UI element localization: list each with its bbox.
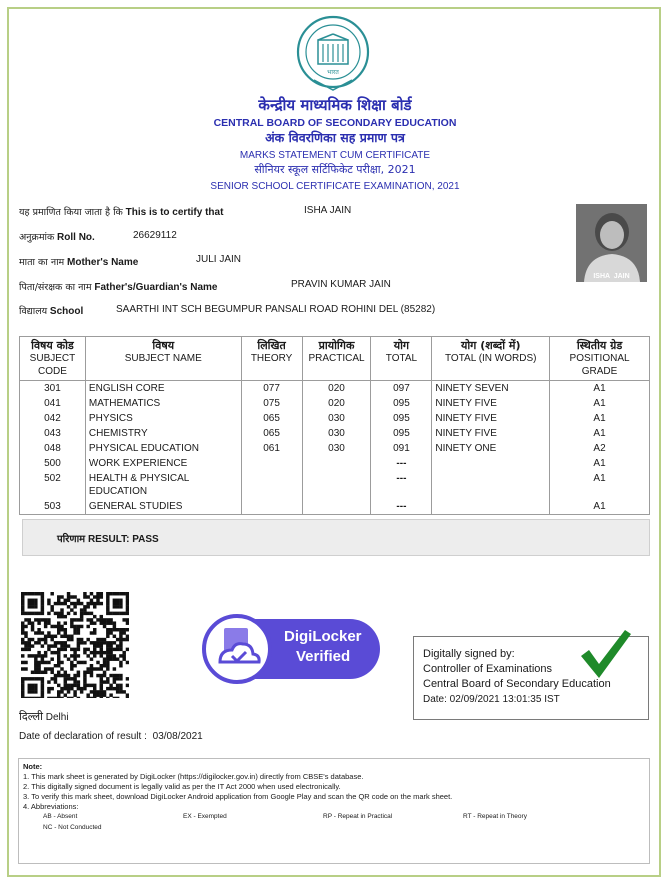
certify-label-hindi: यह प्रमाणित किया जाता है कि [19, 207, 123, 218]
cell-total: 097 [371, 381, 432, 397]
result-label-hindi: परिणाम [57, 534, 86, 545]
cell-code: 502 [20, 471, 86, 499]
cell-words: NINETY FIVE [432, 396, 550, 411]
cell-total: 095 [371, 411, 432, 426]
signature-line1: Digitally signed by: [423, 648, 515, 660]
table-row [20, 441, 650, 456]
declaration-line [19, 731, 203, 742]
student-name: ISHA JAIN [304, 205, 352, 216]
cell-theory [241, 499, 302, 515]
marks-table [19, 336, 650, 515]
cbse-seal-icon [294, 14, 372, 94]
cell-subject: GENERAL STUDIES [85, 499, 241, 515]
exam-title-hindi: सीनियर स्कूल सर्टिफिकेट परीक्षा, 2021 [254, 163, 416, 176]
cell-total: --- [371, 499, 432, 515]
cell-code: 042 [20, 411, 86, 426]
cell-theory: 061 [241, 441, 302, 456]
certify-label [19, 205, 223, 218]
col-header-grade: स्थितीय ग्रेड POSITIONAL GRADE [550, 337, 650, 381]
cell-grade: A1 [550, 499, 650, 515]
digilocker-line1: DigiLocker [284, 628, 362, 645]
place-line [19, 709, 69, 724]
board-name-hindi: केन्द्रीय माध्यमिक शिक्षा बोर्ड [258, 96, 412, 114]
cell-words: NINETY ONE [432, 441, 550, 456]
cell-words: NINETY FIVE [432, 426, 550, 441]
father-name: PRAVIN KUMAR JAIN [291, 279, 391, 290]
cell-practical [302, 499, 371, 515]
abbr-exempted: EX - Exempted [183, 813, 227, 820]
cell-practical: 030 [302, 441, 371, 456]
table-row [20, 381, 650, 397]
cell-grade: A1 [550, 396, 650, 411]
mother-label-english: Mother's Name [67, 257, 139, 268]
col-header-total: योग TOTAL [371, 337, 432, 381]
place-hindi: दिल्ली [19, 710, 43, 723]
digilocker-line2: Verified [296, 648, 351, 665]
father-label [19, 280, 217, 293]
cell-total: 095 [371, 426, 432, 441]
note-item: 4. Abbreviations: [23, 802, 79, 811]
cell-subject: PHYSICS [85, 411, 241, 426]
abbr-absent: AB - Absent [43, 813, 78, 820]
student-photo-image [576, 204, 647, 282]
cell-code: 301 [20, 381, 86, 397]
table-row [20, 499, 650, 515]
photo-caption: ISHA JAIN [593, 273, 630, 280]
signature-line3: Central Board of Secondary Education [423, 678, 611, 690]
cell-theory [241, 456, 302, 471]
place-english: Delhi [45, 712, 69, 723]
cell-subject: CHEMISTRY [85, 426, 241, 441]
mother-name: JULI JAIN [196, 254, 242, 265]
signature-line4: Date: 02/09/2021 13:01:35 IST [423, 694, 560, 705]
result-value: PASS [132, 534, 159, 545]
cell-practical: 030 [302, 426, 371, 441]
cell-words [432, 456, 550, 471]
cell-subject: PHYSICAL EDUCATION [85, 441, 241, 456]
table-header-row [20, 337, 650, 381]
table-row [20, 426, 650, 441]
student-photo [576, 204, 647, 282]
roll-label [19, 230, 95, 243]
result-label-english: RESULT: [87, 534, 130, 545]
school-label-english: School [49, 306, 84, 317]
cell-total: 091 [371, 441, 432, 456]
abbreviations-row [23, 812, 645, 823]
school-label [19, 304, 83, 317]
signature-line2: Controller of Examinations [423, 663, 553, 675]
verified-checkmark-icon [577, 628, 633, 680]
school-name: SAARTHI INT SCH BEGUMPUR PANSALI ROAD ROHINI DEL (85282) [116, 304, 436, 315]
certificate-title-english: MARKS STATEMENT CUM CERTIFICATE [239, 150, 431, 161]
exam-title-english: SENIOR SCHOOL CERTIFICATE EXAMINATION, 2021 [210, 181, 460, 192]
father-label-english: Father's/Guardian's Name [94, 282, 218, 293]
abbr-repeat-theory: RT - Repeat in Theory [463, 813, 527, 820]
cell-practical: 020 [302, 396, 371, 411]
declaration-label: Date of declaration of result : [19, 731, 147, 742]
notes-box [18, 758, 650, 864]
mother-label [19, 255, 138, 268]
seal-text: भारत [327, 69, 339, 76]
cell-subject: WORK EXPERIENCE [85, 456, 241, 471]
school-label-hindi: विद्यालय [19, 306, 48, 317]
cell-practical: 030 [302, 411, 371, 426]
table-row [20, 411, 650, 426]
board-name-english: CENTRAL BOARD OF SECONDARY EDUCATION [213, 117, 457, 129]
cell-practical [302, 471, 371, 499]
cell-theory [241, 471, 302, 499]
declaration-date: 03/08/2021 [152, 731, 203, 742]
col-header-code: विषय कोड SUBJECT CODE [20, 337, 86, 381]
mother-label-hindi: माता का नाम [19, 257, 65, 268]
cell-practical: 020 [302, 381, 371, 397]
notes-title: Note: [23, 762, 43, 771]
cell-code: 503 [20, 499, 86, 515]
note-item: 3. To verify this mark sheet, download DigiLocker Android application from Google Play and scan the QR code on the mark sheet. [23, 792, 453, 801]
cell-total: --- [371, 456, 432, 471]
cell-code: 043 [20, 426, 86, 441]
cell-grade: A2 [550, 441, 650, 456]
cell-grade: A1 [550, 471, 650, 499]
certificate-title-hindi: अंक विवरणिका सह प्रमाण पत्र [265, 130, 405, 145]
marks-body [20, 381, 650, 515]
cell-grade: A1 [550, 381, 650, 397]
abbr-repeat-practical: RP - Repeat in Practical [323, 813, 393, 820]
roll-label-hindi: अनुक्रमांक [19, 232, 55, 243]
table-row [20, 471, 650, 499]
cell-total: 095 [371, 396, 432, 411]
cell-theory: 065 [241, 426, 302, 441]
cell-code: 041 [20, 396, 86, 411]
father-label-hindi: पिता/संरक्षक का नाम [19, 282, 92, 293]
cell-words [432, 471, 550, 499]
table-row [20, 456, 650, 471]
cell-grade: A1 [550, 426, 650, 441]
cell-theory: 065 [241, 411, 302, 426]
cell-grade: A1 [550, 411, 650, 426]
digilocker-verified-badge [202, 614, 382, 684]
certify-label-english: This is to certify that [125, 207, 224, 218]
cell-total: --- [371, 471, 432, 499]
result-box [22, 519, 650, 556]
result-line [57, 531, 159, 545]
cell-theory: 075 [241, 396, 302, 411]
roll-number: 26629112 [133, 230, 177, 241]
cell-grade: A1 [550, 456, 650, 471]
cell-theory: 077 [241, 381, 302, 397]
cell-words: NINETY FIVE [432, 411, 550, 426]
col-header-practical: प्रायोगिक PRACTICAL [302, 337, 371, 381]
cell-subject: MATHEMATICS [85, 396, 241, 411]
note-item: 2. This digitally signed document is legally valid as per the IT Act 2000 when used electronically. [23, 782, 341, 791]
cell-code: 500 [20, 456, 86, 471]
col-header-theory: लिखित THEORY [241, 337, 302, 381]
cell-practical [302, 456, 371, 471]
cell-words: NINETY SEVEN [432, 381, 550, 397]
cell-subject: ENGLISH CORE [85, 381, 241, 397]
qr-code[interactable] [21, 592, 129, 698]
note-item: 1. This mark sheet is generated by DigiLocker (https://digilocker.gov.in) directly from CBSE's database. [23, 772, 364, 781]
col-header-total-words: योग (शब्दों में) TOTAL (IN WORDS) [432, 337, 550, 381]
cell-code: 048 [20, 441, 86, 456]
cell-words [432, 499, 550, 515]
col-header-subject: विषय SUBJECT NAME [85, 337, 241, 381]
roll-label-english: Roll No. [57, 232, 95, 243]
table-row [20, 396, 650, 411]
abbr-not-conducted: NC - Not Conducted [43, 824, 102, 831]
cell-subject: HEALTH & PHYSICAL EDUCATION [85, 471, 241, 499]
